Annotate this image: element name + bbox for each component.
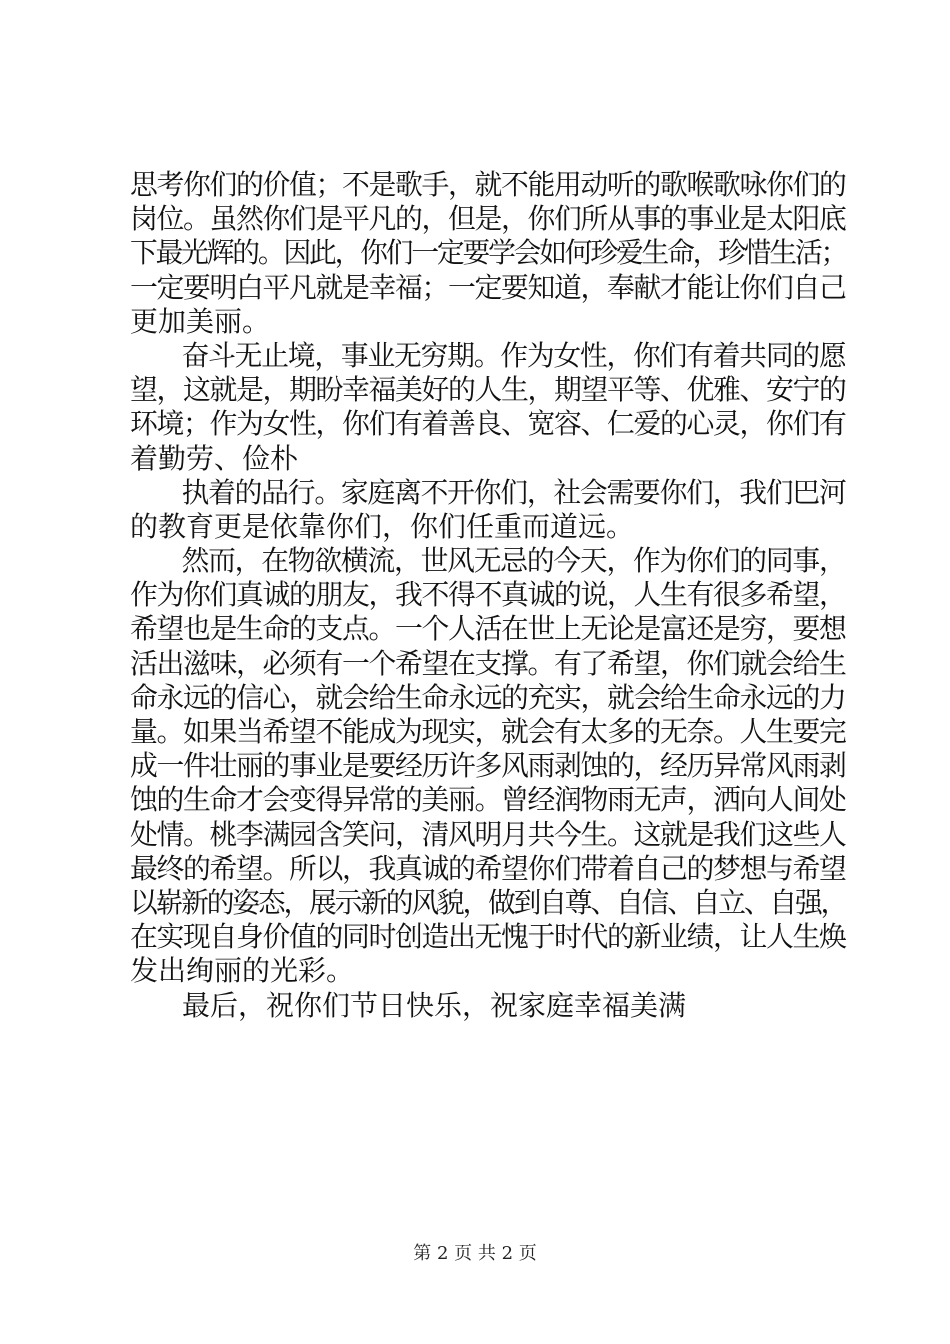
document-body <box>130 168 846 1023</box>
paragraph-first-line: 执着的品行。家庭离不开你们，社会需要你们，我们巴河 <box>181 475 846 509</box>
text-line: 更加美丽。 <box>130 304 271 338</box>
text-line: 成一件壮丽的事业是要经历许多风雨剥蚀的，经历异常风雨剥 <box>130 749 846 783</box>
text-line: 发出绚丽的光彩。 <box>130 954 355 988</box>
text-line: 一定要明白平凡就是幸福；一定要知道，奉献才能让你们自己 <box>130 270 846 304</box>
text-line: 蚀的生命才会变得异常的美丽。曾经润物雨无声，洒向人间处 <box>130 783 846 817</box>
text-line: 的教育更是依靠你们，你们任重而道远。 <box>130 509 635 543</box>
text-line: 命永远的信心，就会给生命永远的充实，就会给生命永远的力 <box>130 680 846 714</box>
text-line: 希望也是生命的支点。一个人活在世上无论是富还是穷，要想 <box>130 612 846 646</box>
paragraph-first-line: 最后，祝你们节日快乐，祝家庭幸福美满 <box>182 988 687 1022</box>
text-line: 岗位。虽然你们是平凡的，但是，你们所从事的事业是太阳底 <box>130 202 846 236</box>
text-line: 活出滋味，必须有一个希望在支撑。有了希望，你们就会给生 <box>130 646 846 680</box>
text-line: 着勤劳、俭朴 <box>130 441 299 475</box>
text-line: 量。如果当希望不能成为现实，就会有太多的无奈。人生要完 <box>130 715 846 748</box>
text-line: 思考你们的价值；不是歌手，就不能用动听的歌喉歌咏你们的 <box>130 168 846 201</box>
text-line: 下最光辉的。因此，你们一定要学会如何珍爱生命，珍惜生活； <box>130 236 847 270</box>
text-line: 处情。桃李满园含笑问，清风明月共今生。这就是我们这些人 <box>130 817 846 851</box>
text-line: 环境；作为女性，你们有着善良、宽容、仁爱的心灵，你们有 <box>130 407 846 441</box>
text-line: 作为你们真诚的朋友，我不得不真诚的说，人生有很多希望， <box>130 578 846 612</box>
text-line: 以崭新的姿态，展示新的风貌，做到自尊、自信、自立、自强， <box>130 885 847 919</box>
text-line: 最终的希望。所以，我真诚的希望你们带着自己的梦想与希望 <box>130 851 846 885</box>
text-line: 望，这就是，期盼幸福美好的人生，期望平等、优雅、安宁的 <box>130 373 846 407</box>
page-number-footer: 第 2 页 共 2 页 <box>413 1243 537 1264</box>
paragraph-first-line: 奋斗无止境，事业无穷期。作为女性，你们有着共同的愿 <box>181 338 846 372</box>
text-line: 在实现自身价值的同时创造出无愧于时代的新业绩，让人生焕 <box>130 920 846 954</box>
paragraph-first-line: 然而，在物欲横流，世风无忌的今天，作为你们的同事， <box>181 544 846 578</box>
